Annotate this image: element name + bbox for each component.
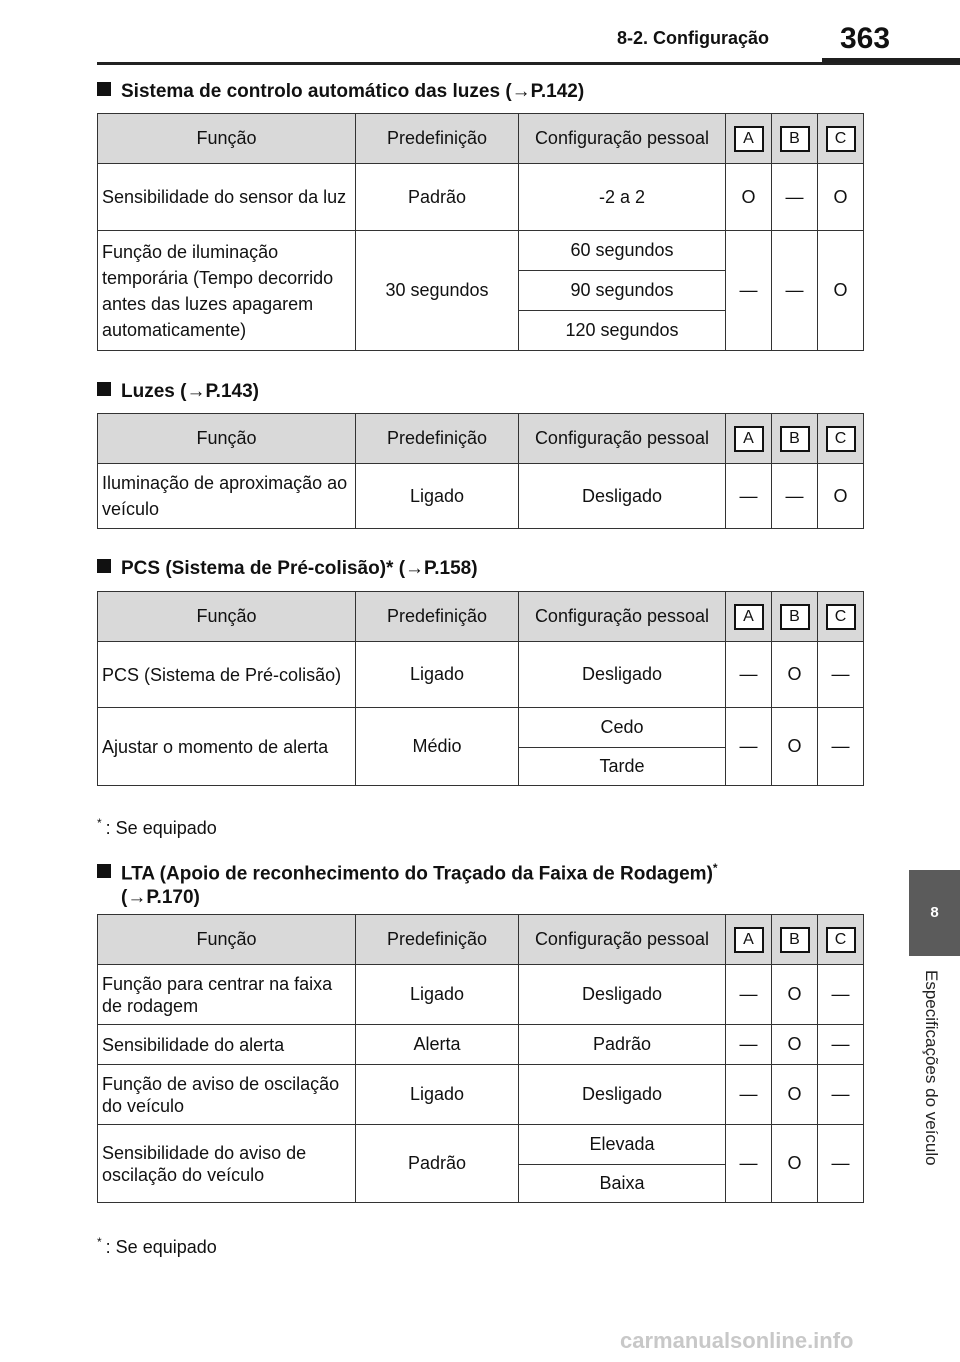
function-cell: PCS (Sistema de Pré-colisão) (98, 642, 356, 708)
page-reference-link[interactable]: →P.143) (186, 381, 259, 402)
method-b-cell: O (772, 642, 818, 708)
footnote-text: : Se equipado (105, 1237, 217, 1257)
column-header-personal: Configuração pessoal (519, 915, 726, 965)
table-row (98, 642, 864, 708)
method-c-badge: C (826, 126, 856, 152)
column-header-c (818, 592, 864, 642)
method-c-cell: — (818, 1125, 864, 1203)
default-cell: Ligado (356, 642, 519, 708)
method-c-badge: C (826, 426, 856, 452)
function-cell: Função de aviso de oscilação do veículo (98, 1065, 356, 1125)
footnote (97, 1235, 217, 1258)
personal-cell: Desligado (519, 464, 726, 529)
column-header-personal: Configuração pessoal (519, 114, 726, 164)
default-cell: 30 segundos (356, 231, 519, 351)
personal-option-cell: 90 segundos (519, 271, 726, 311)
table-row (98, 164, 864, 231)
method-b-cell: O (772, 965, 818, 1025)
method-b-badge: B (780, 927, 810, 953)
column-header-b (772, 114, 818, 164)
watermark: carmanualsonline.info (620, 1328, 854, 1353)
table-row (98, 965, 864, 1025)
column-header-a (726, 592, 772, 642)
method-a-cell: — (726, 1065, 772, 1125)
method-a-cell: — (726, 965, 772, 1025)
method-a-cell: — (726, 708, 772, 786)
method-c-cell: — (818, 708, 864, 786)
method-a-cell: — (726, 1125, 772, 1203)
method-b-cell: O (772, 708, 818, 786)
section-heading (97, 557, 478, 581)
default-cell: Padrão (356, 1125, 519, 1203)
column-header-default: Predefinição (356, 414, 519, 464)
personal-option-cell: Elevada (519, 1125, 726, 1165)
method-a-cell: — (726, 231, 772, 351)
function-cell: Iluminação de aproximação ao veículo (98, 464, 356, 529)
settings-table (97, 413, 864, 529)
table-row (98, 231, 864, 271)
method-c-cell: — (818, 1025, 864, 1065)
header-divider-accent (822, 58, 960, 63)
square-bullet-icon (97, 559, 111, 573)
method-c-cell: — (818, 642, 864, 708)
page-reference-link[interactable]: →P.142) (511, 81, 585, 102)
chapter-tab[interactable]: 8 (909, 870, 960, 956)
footnote (97, 816, 217, 839)
section-heading-text: Luzes ( (121, 381, 187, 402)
method-c-cell: O (818, 464, 864, 529)
column-header-function: Função (98, 114, 356, 164)
section-heading-text: LTA (Apoio de reconhecimento do Traçado da Faixa de Rodagem) (121, 863, 713, 885)
column-header-a (726, 414, 772, 464)
page-reference-link[interactable]: (→P.170) (121, 887, 200, 909)
personal-cell: Padrão (519, 1025, 726, 1065)
section-heading (97, 856, 718, 910)
personal-cell: -2 a 2 (519, 164, 726, 231)
default-cell: Ligado (356, 965, 519, 1025)
column-header-function: Função (98, 592, 356, 642)
method-a-badge: A (734, 604, 764, 630)
method-c-badge: C (826, 927, 856, 953)
method-b-cell: O (772, 1025, 818, 1065)
default-cell: Alerta (356, 1025, 519, 1065)
chapter-label: Especificações do veículo (922, 970, 941, 1166)
method-b-cell: — (772, 231, 818, 351)
function-cell: Sensibilidade do alerta (98, 1025, 356, 1065)
method-b-cell: O (772, 1065, 818, 1125)
column-header-a (726, 114, 772, 164)
section-title: 8-2. Configuração (617, 28, 770, 48)
column-header-function: Função (98, 915, 356, 965)
table-row (98, 708, 864, 748)
personal-option-cell: Cedo (519, 708, 726, 748)
column-header-b (772, 915, 818, 965)
column-header-c (818, 414, 864, 464)
column-header-personal: Configuração pessoal (519, 592, 726, 642)
method-c-badge: C (826, 604, 856, 630)
personal-option-cell: 60 segundos (519, 231, 726, 271)
column-header-function: Função (98, 414, 356, 464)
column-header-a (726, 915, 772, 965)
column-header-b (772, 414, 818, 464)
method-b-badge: B (780, 426, 810, 452)
section-heading (97, 380, 259, 404)
footnote-mark: * (97, 816, 102, 830)
method-b-cell: O (772, 1125, 818, 1203)
function-cell: Função para centrar na faixa de rodagem (98, 965, 356, 1025)
settings-table (97, 591, 864, 786)
table-row (98, 464, 864, 529)
personal-cell: Desligado (519, 965, 726, 1025)
square-bullet-icon (97, 864, 111, 878)
settings-table (97, 113, 864, 351)
personal-option-cell: Baixa (519, 1165, 726, 1203)
table-row (98, 1125, 864, 1165)
method-b-cell: — (772, 164, 818, 231)
column-header-default: Predefinição (356, 114, 519, 164)
personal-cell: Desligado (519, 1065, 726, 1125)
table-row (98, 1025, 864, 1065)
method-a-badge: A (734, 927, 764, 953)
default-cell: Ligado (356, 1065, 519, 1125)
method-c-cell: — (818, 965, 864, 1025)
page-number: 363 (840, 22, 891, 55)
square-bullet-icon (97, 382, 111, 396)
function-cell: Sensibilidade do sensor da luz (98, 164, 356, 231)
column-header-b (772, 592, 818, 642)
function-cell: Função de iluminação temporária (Tempo decorrido antes das luzes apagarem automaticamente) (98, 231, 356, 351)
section-heading-text: PCS (Sistema de Pré-colisão)* ( (121, 558, 406, 579)
footnote-text: : Se equipado (105, 818, 217, 838)
heading-footnote-mark: * (712, 861, 718, 875)
method-a-cell: — (726, 464, 772, 529)
section-heading (97, 80, 584, 104)
method-a-cell: — (726, 642, 772, 708)
personal-option-cell: Tarde (519, 748, 726, 786)
method-a-badge: A (734, 126, 764, 152)
square-bullet-icon (97, 82, 111, 96)
method-a-cell: — (726, 1025, 772, 1065)
personal-option-cell: 120 segundos (519, 311, 726, 351)
column-header-c (818, 114, 864, 164)
method-c-cell: — (818, 1065, 864, 1125)
column-header-personal: Configuração pessoal (519, 414, 726, 464)
section-heading-text: Sistema de controlo automático das luzes ( (121, 81, 512, 102)
table-row (98, 1065, 864, 1125)
method-a-cell: O (726, 164, 772, 231)
method-b-badge: B (780, 604, 810, 630)
default-cell: Padrão (356, 164, 519, 231)
column-header-default: Predefinição (356, 915, 519, 965)
method-a-badge: A (734, 426, 764, 452)
method-b-badge: B (780, 126, 810, 152)
settings-table (97, 914, 864, 1203)
default-cell: Ligado (356, 464, 519, 529)
default-cell: Médio (356, 708, 519, 786)
personal-cell: Desligado (519, 642, 726, 708)
function-cell: Ajustar o momento de alerta (98, 708, 356, 786)
method-c-cell: O (818, 231, 864, 351)
column-header-default: Predefinição (356, 592, 519, 642)
page-reference-link[interactable]: →P.158) (405, 558, 478, 579)
method-c-cell: O (818, 164, 864, 231)
method-b-cell: — (772, 464, 818, 529)
column-header-c (818, 915, 864, 965)
function-cell: Sensibilidade do aviso de oscilação do veículo (98, 1125, 356, 1203)
footnote-mark: * (97, 1235, 102, 1249)
